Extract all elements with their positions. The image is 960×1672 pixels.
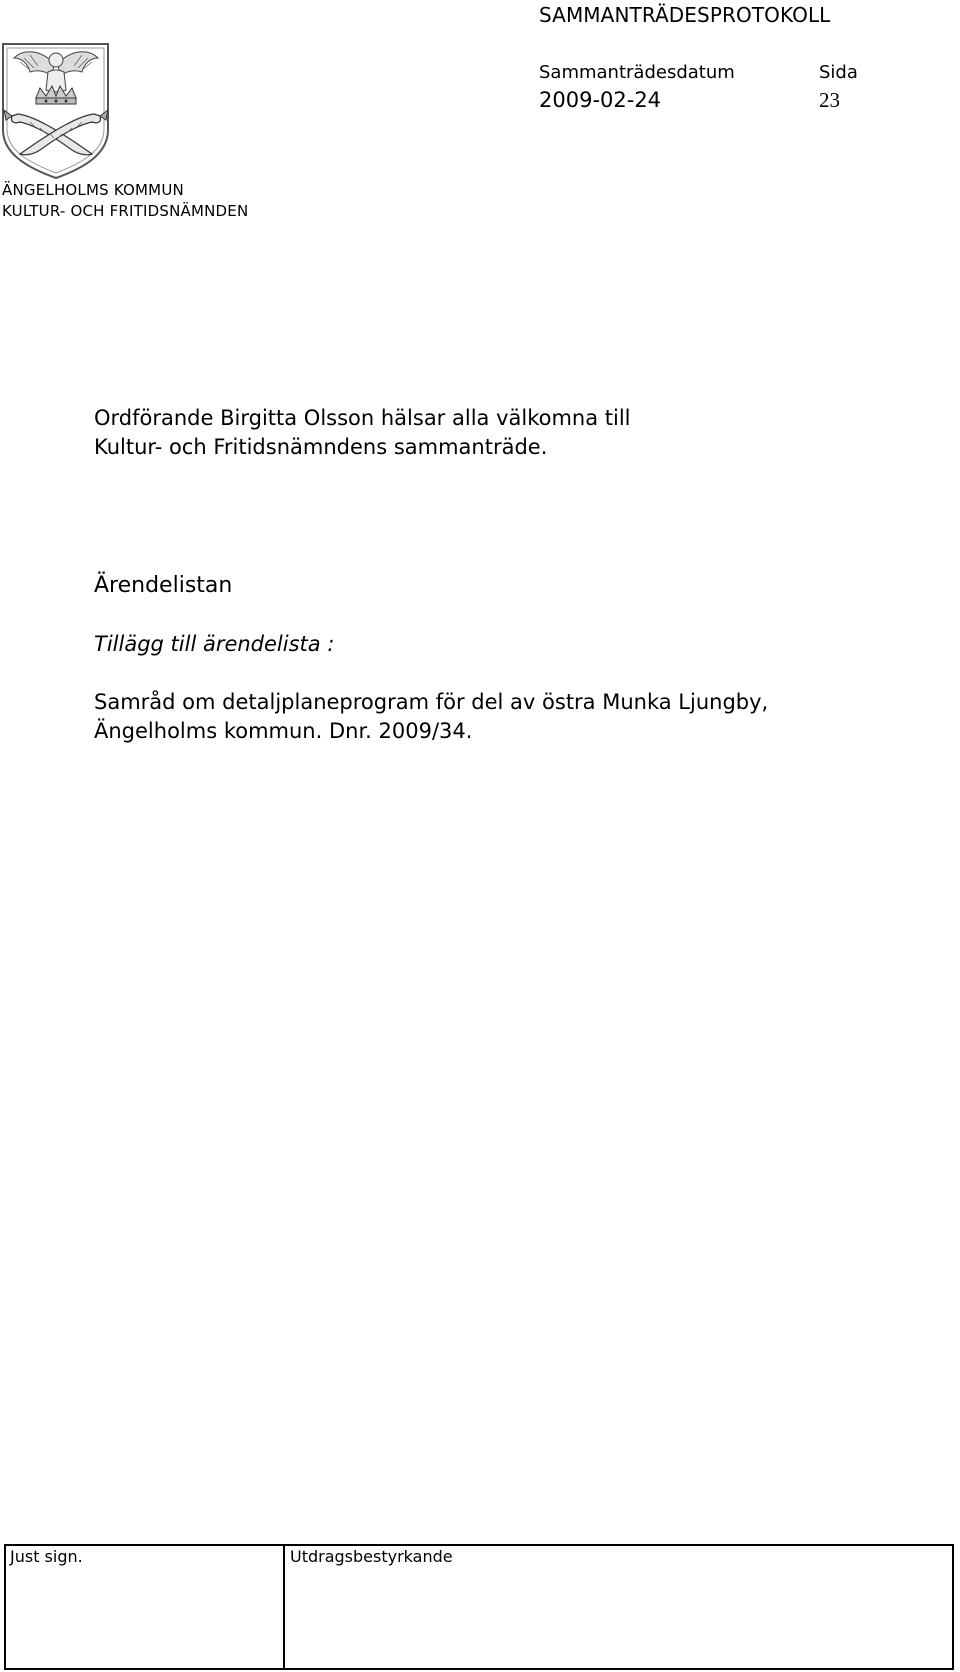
just-sign-label: Just sign. [10, 1547, 83, 1566]
greeting-line: Kultur- och Fritidsnämndens sammanträde. [94, 435, 548, 459]
committee-name: KULTUR- OCH FRITIDSNÄMNDEN [2, 202, 249, 220]
agenda-heading: Ärendelistan [94, 573, 233, 598]
meeting-date-value: 2009-02-24 [539, 88, 662, 112]
greeting-paragraph [94, 404, 854, 462]
agenda-item [94, 688, 894, 746]
agenda-item-line: Ängelholms kommun. Dnr. 2009/34. [94, 719, 473, 743]
document-type: SAMMANTRÄDESPROTOKOLL [539, 3, 831, 27]
agenda-item-line: Samråd om detaljplaneprogram för del av östra Munka Ljungby, [94, 690, 769, 714]
greeting-line: Ordförande Birgitta Olsson hälsar alla välkomna till [94, 406, 631, 430]
page-label: Sida [819, 62, 858, 83]
certifier-label: Utdragsbestyrkande [290, 1547, 453, 1566]
coat-of-arms-icon [0, 42, 112, 182]
page-number: 23 [819, 88, 840, 112]
meeting-date-label: Sammanträdesdatum [539, 62, 735, 83]
signature-box [4, 1544, 954, 1670]
signature-box-divider [283, 1544, 285, 1670]
municipality-name: ÄNGELHOLMS KOMMUN [2, 181, 184, 199]
agenda-addition-heading: Tillägg till ärendelista : [94, 632, 335, 656]
